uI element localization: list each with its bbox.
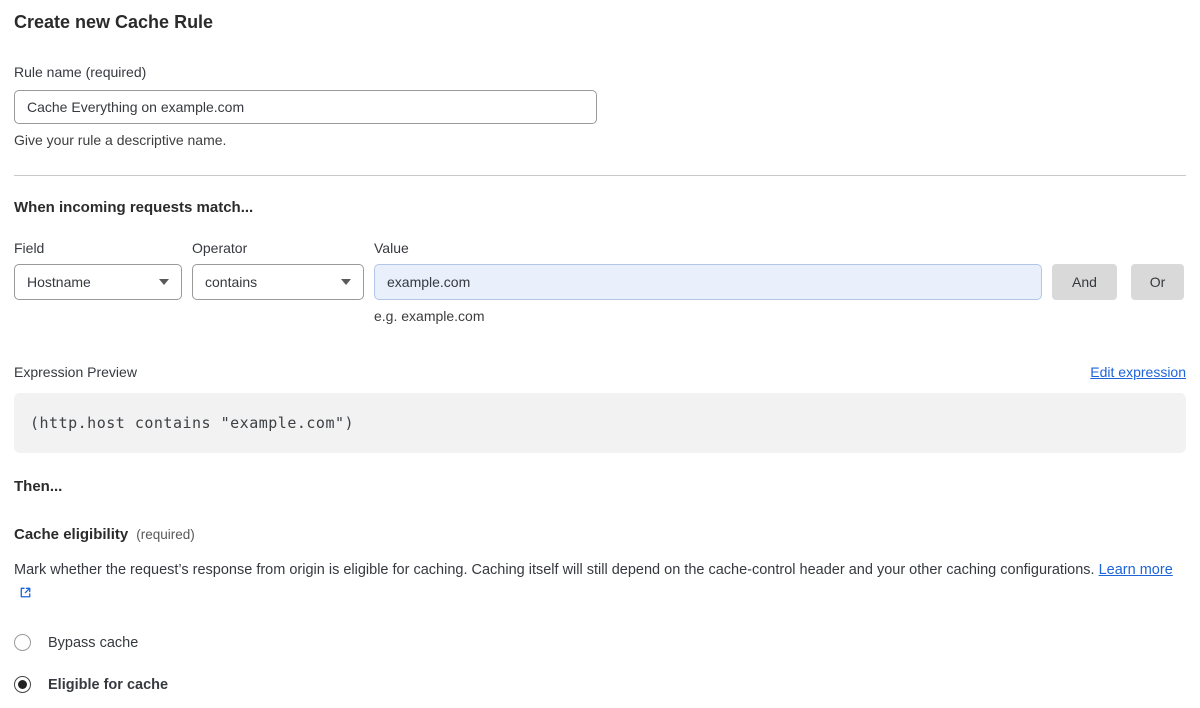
match-section-heading: When incoming requests match...: [14, 199, 254, 216]
edit-expression-link[interactable]: Edit expression: [1090, 364, 1186, 380]
value-helper: e.g. example.com: [374, 308, 485, 324]
section-divider: [14, 175, 1186, 176]
radio-circle-icon: [14, 676, 31, 693]
operator-column-label: Operator: [192, 240, 248, 256]
cache-eligibility-description: [14, 558, 1176, 608]
operator-select-value: contains: [205, 274, 258, 290]
external-link-icon: [18, 584, 33, 608]
page-title: Create new Cache Rule: [14, 12, 214, 32]
description-text: Mark whether the request’s response from origin is eligible for caching. Caching itself will still depend on the cache-control header and your other caching configurations.: [14, 562, 1095, 578]
cache-eligibility-heading-row: [14, 526, 1186, 543]
radio-eligible-for-cache[interactable]: [14, 676, 1186, 693]
rule-name-input[interactable]: [14, 90, 597, 124]
or-button[interactable]: Or: [1131, 264, 1184, 300]
expression-preview-label: Expression Preview: [14, 364, 137, 380]
required-note: (required): [136, 527, 195, 542]
radio-bypass-cache-label: Bypass cache: [48, 634, 139, 651]
cache-eligibility-heading: Cache eligibility: [14, 526, 129, 543]
then-heading: Then...: [14, 478, 63, 495]
learn-more-link[interactable]: Learn more: [1098, 562, 1173, 578]
rule-name-label: Rule name (required): [14, 64, 147, 80]
create-cache-rule-page: [0, 12, 1200, 693]
expression-preview-row: [14, 364, 1186, 380]
chevron-down-icon: [341, 279, 351, 285]
and-button[interactable]: And: [1052, 264, 1117, 300]
chevron-down-icon: [159, 279, 169, 285]
expression-code: (http.host contains "example.com"): [30, 414, 355, 432]
match-controls-row: [14, 264, 1186, 300]
expression-code-block: [14, 393, 1186, 453]
rule-name-helper: Give your rule a descriptive name.: [14, 132, 227, 148]
radio-circle-icon: [14, 634, 31, 651]
radio-bypass-cache[interactable]: [14, 634, 1186, 651]
field-select-value: Hostname: [27, 274, 91, 290]
field-select[interactable]: [14, 264, 182, 300]
match-column-labels: [14, 240, 1186, 256]
field-column-label: Field: [14, 240, 45, 256]
operator-select[interactable]: [192, 264, 364, 300]
radio-eligible-for-cache-label: Eligible for cache: [48, 676, 169, 693]
value-input[interactable]: [374, 264, 1042, 300]
value-column-label: Value: [374, 240, 409, 256]
